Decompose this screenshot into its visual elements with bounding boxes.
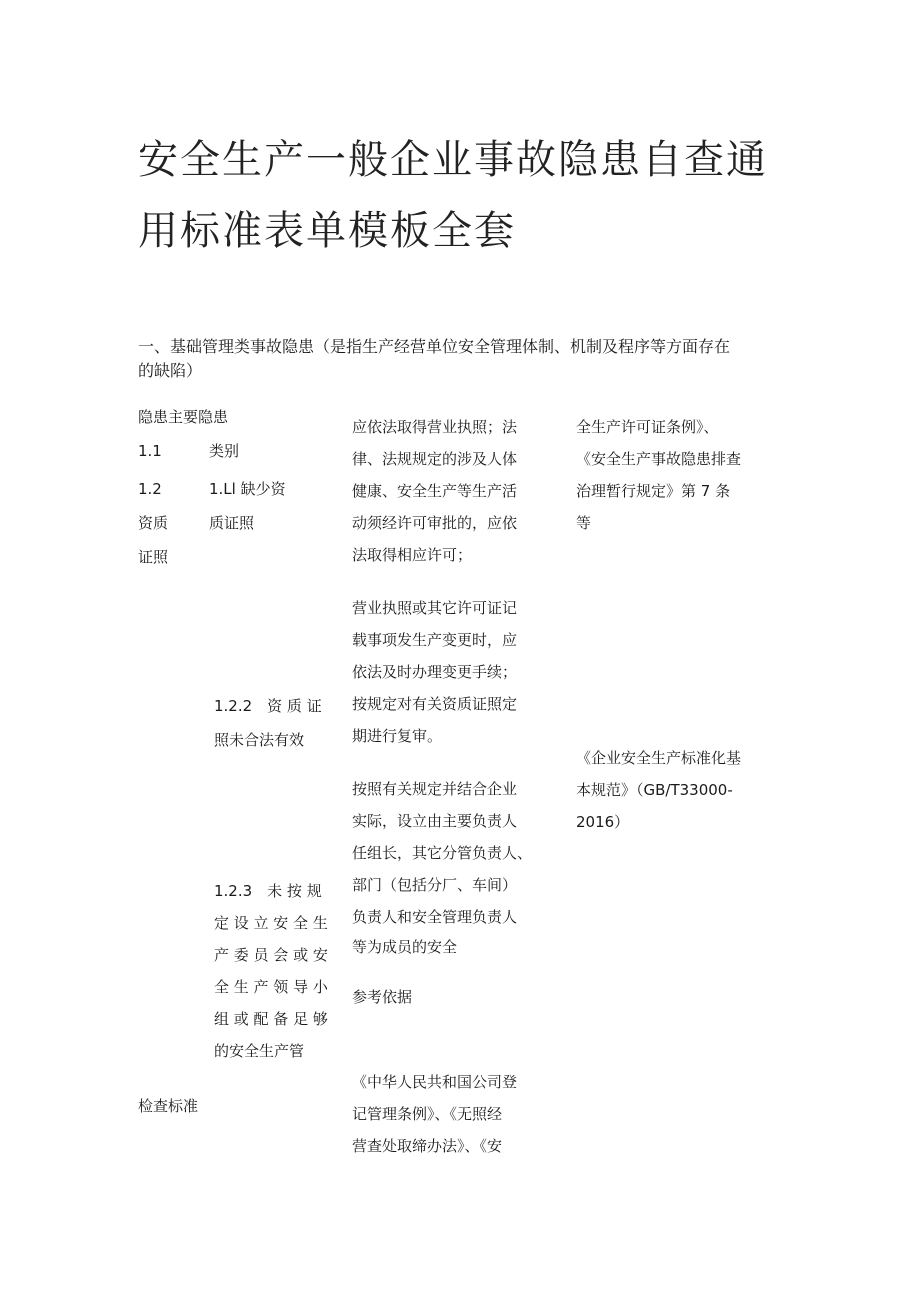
row-number-1-1: 1.1 [138,442,162,460]
document-title-line-1: 安全生产一般企业事故隐患自查通 [138,137,768,183]
standard-line: 营查处取缔办法》、《安 [352,1137,503,1155]
basis-line: 本规范》（GB/T33000- [576,781,733,799]
col-header-category: 类别 [209,442,240,460]
standard-line: 健康、安全生产等生产活 [352,482,518,500]
standard-line: 营业执照或其它许可证记 [352,599,518,617]
item-1-2-2-line-1: 1.2.2 资 质 证 [214,697,322,715]
standard-line: 律、法规规定的涉及人体 [352,450,518,468]
standard-line: 载事项发生产变更时，应 [352,631,518,649]
standard-line: 法取得相应许可； [352,546,473,564]
standard-line: 按照有关规定并结合企业 [352,780,518,798]
standard-line: 动须经许可审批的，应依 [352,514,518,532]
category-name-line-2: 证照 [138,548,169,566]
item-1-2-3-line-6: 的安全生产管 [214,1042,305,1060]
section-intro-line-2: 的缺陷） [138,361,203,380]
section-intro-line-1: 一、基础管理类事故隐患（是指生产经营单位安全管理体制、机制及程序等方面存在 [138,337,731,356]
standard-line: 期进行复审。 [352,727,443,745]
basis-line: 等 [576,514,592,532]
row-number-1-2: 1.2 [138,480,162,498]
item-1-2-3-line-1: 1.2.3 未 按 规 [214,882,322,900]
item-1-2-3-line-3: 产 委 员 会 或 安 [214,946,328,964]
item-1-2-3-line-2: 定 设 立 安 全 生 [214,914,328,932]
basis-line: 治理暂行规定》第 7 条 [576,482,731,500]
standard-line: 负责人和安全管理负责人 [352,908,518,926]
standard-line: 记管理条例》、《无照经 [352,1105,503,1123]
basis-line: 全生产许可证条例》、 [576,418,719,436]
standard-line: 按规定对有关资质证照定 [352,695,518,713]
standard-line: 《中华人民共和国公司登 [352,1073,518,1091]
standard-line: 任组长，其它分管负责人、 [352,844,533,862]
basis-line: 2016） [576,813,630,831]
basis-line: 《安全生产事故隐患排查 [576,450,742,468]
item-1-2-2-line-2: 照未合法有效 [214,731,305,749]
standard-line: 依法及时办理变更手续； [352,663,518,681]
col-header-hazard: 隐患主要隐患 [138,408,229,426]
basis-line: 《企业安全生产标准化基 [576,749,742,767]
reference-basis-label: 参考依据 [352,988,413,1006]
item-1-1-1-line-1: 1.Ll 缺少资 [209,480,286,498]
item-1-2-3-line-5: 组 或 配 备 足 够 [214,1010,328,1028]
item-1-1-1-line-2: 质证照 [209,514,255,532]
item-1-2-3-line-4: 全 生 产 领 导 小 [214,978,328,996]
category-name-line-1: 资质 [138,514,169,532]
standard-line: 部门（包括分厂、车间） [352,876,518,894]
standard-line: 实际，设立由主要负责人 [352,812,518,830]
standard-line: 应依法取得营业执照；法 [352,418,518,436]
col-header-check-standard: 检查标准 [138,1097,199,1115]
document-title-line-2: 用标准表单模板全套 [138,208,516,254]
standard-line: 等为成员的安全 [352,938,458,956]
